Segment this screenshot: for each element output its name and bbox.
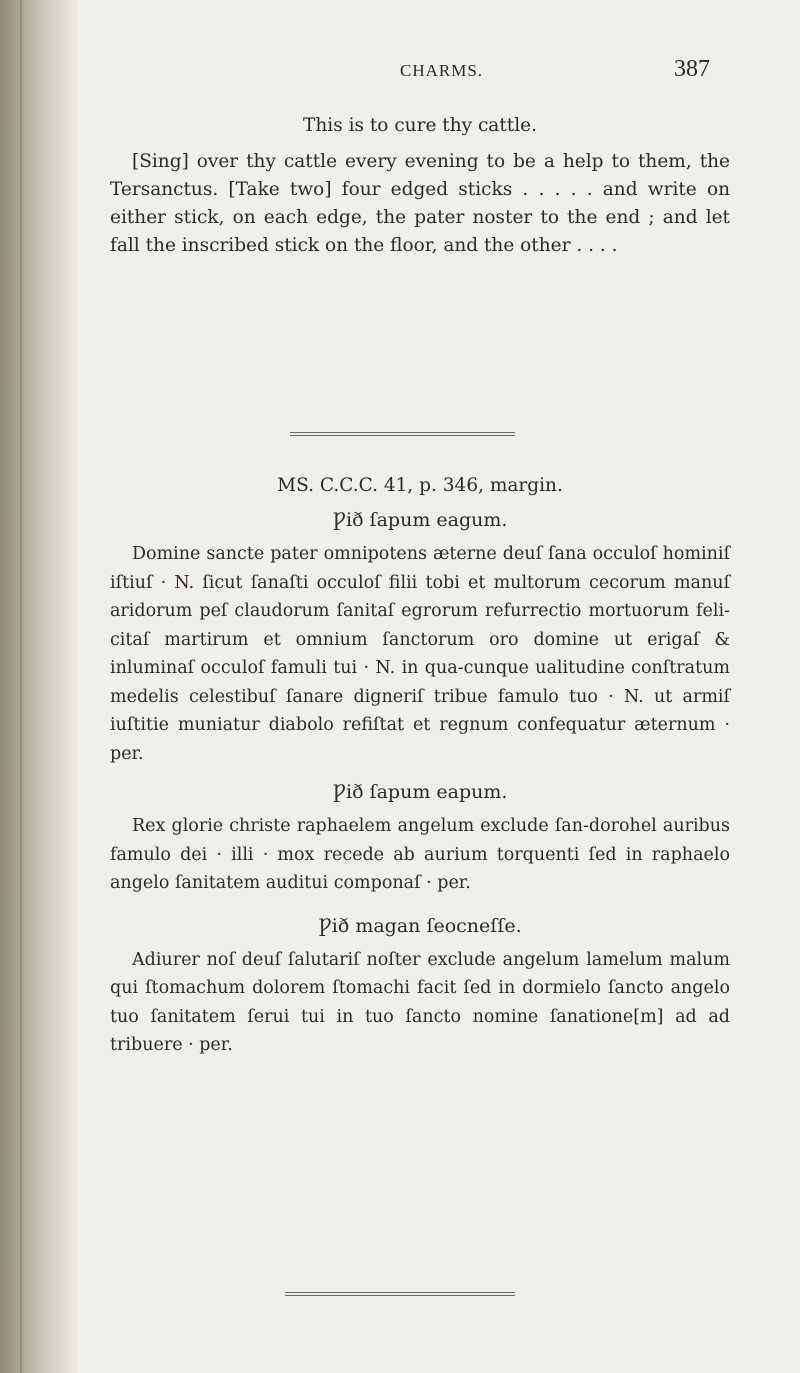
charm-title: Ƿið ſapum eapum.: [332, 781, 508, 803]
charm-text: Rex glorie christe raphaelem angelum exclude ſan-dorohel auribus famulo dei · illi · mox recede ab aurium torquenti ſed in raphaelo angelo ſanitatem auditui componaſ · per.: [110, 816, 730, 893]
running-head-title: CHARMS.: [400, 61, 484, 80]
book-spine-shadow: [0, 0, 78, 1373]
page-number: 387: [674, 56, 710, 82]
section-heading: This is to cure thy cattle.: [303, 115, 537, 136]
divider-rule-bottom: [285, 1292, 515, 1296]
book-gutter-line: [20, 0, 22, 1373]
charm-title: Ƿið magan ſeocneſſe.: [318, 914, 522, 937]
charm-text: Adiurer noſ deuſ ſalutariſ noſter exclude angelum lamelum malum qui ſtomachum dolorem ſtomachi facit ſed in dormielo ſancto angelo tuo ſanitatem ſerui tui in tuo ſancto nomine ſanatione[m] ad ad tribuere · per.: [110, 949, 730, 1055]
section-cattle-charm: [110, 112, 730, 260]
running-head: [360, 56, 710, 83]
section-manuscript-charms: [110, 472, 730, 1060]
charm-text: Domine sancte pater omnipotens æterne deuſ ſana occuloſ hominiſ iſtiuſ · N. ſicut ſanaſti occuloſ filii tobi et multorum cecorum manuſ aridorum peſ claudorum ſanitaſ egrorum refurrectio mortuorum feli-citaſ martirum et omnium ſanctorum oro domine ut erigaſ & inluminaſ occuloſ famuli tui · N. in qua-cunque ualitudine conſtratum medelis celestibuſ ſanare digneriſ tribue famulo tuo · N. ut armiſ iuſtitie muniatur diabolo refiſtat et regnum confequatur æternum · per.: [110, 544, 730, 764]
divider-rule-top: [290, 432, 515, 436]
charm-title: Ƿið ſapum eagum.: [332, 509, 508, 531]
manuscript-source: MS. C.C.C. 41, p. 346, margin.: [277, 475, 563, 496]
section-body: [Sing] over thy cattle every evening to be a help to them, the Tersanctus. [Take two] four edged sticks . . . . . and write on either stick, on each edge, the pater noster to the end ; and let fall the inscribed stick on the floor, and the other . . . .: [110, 151, 730, 256]
